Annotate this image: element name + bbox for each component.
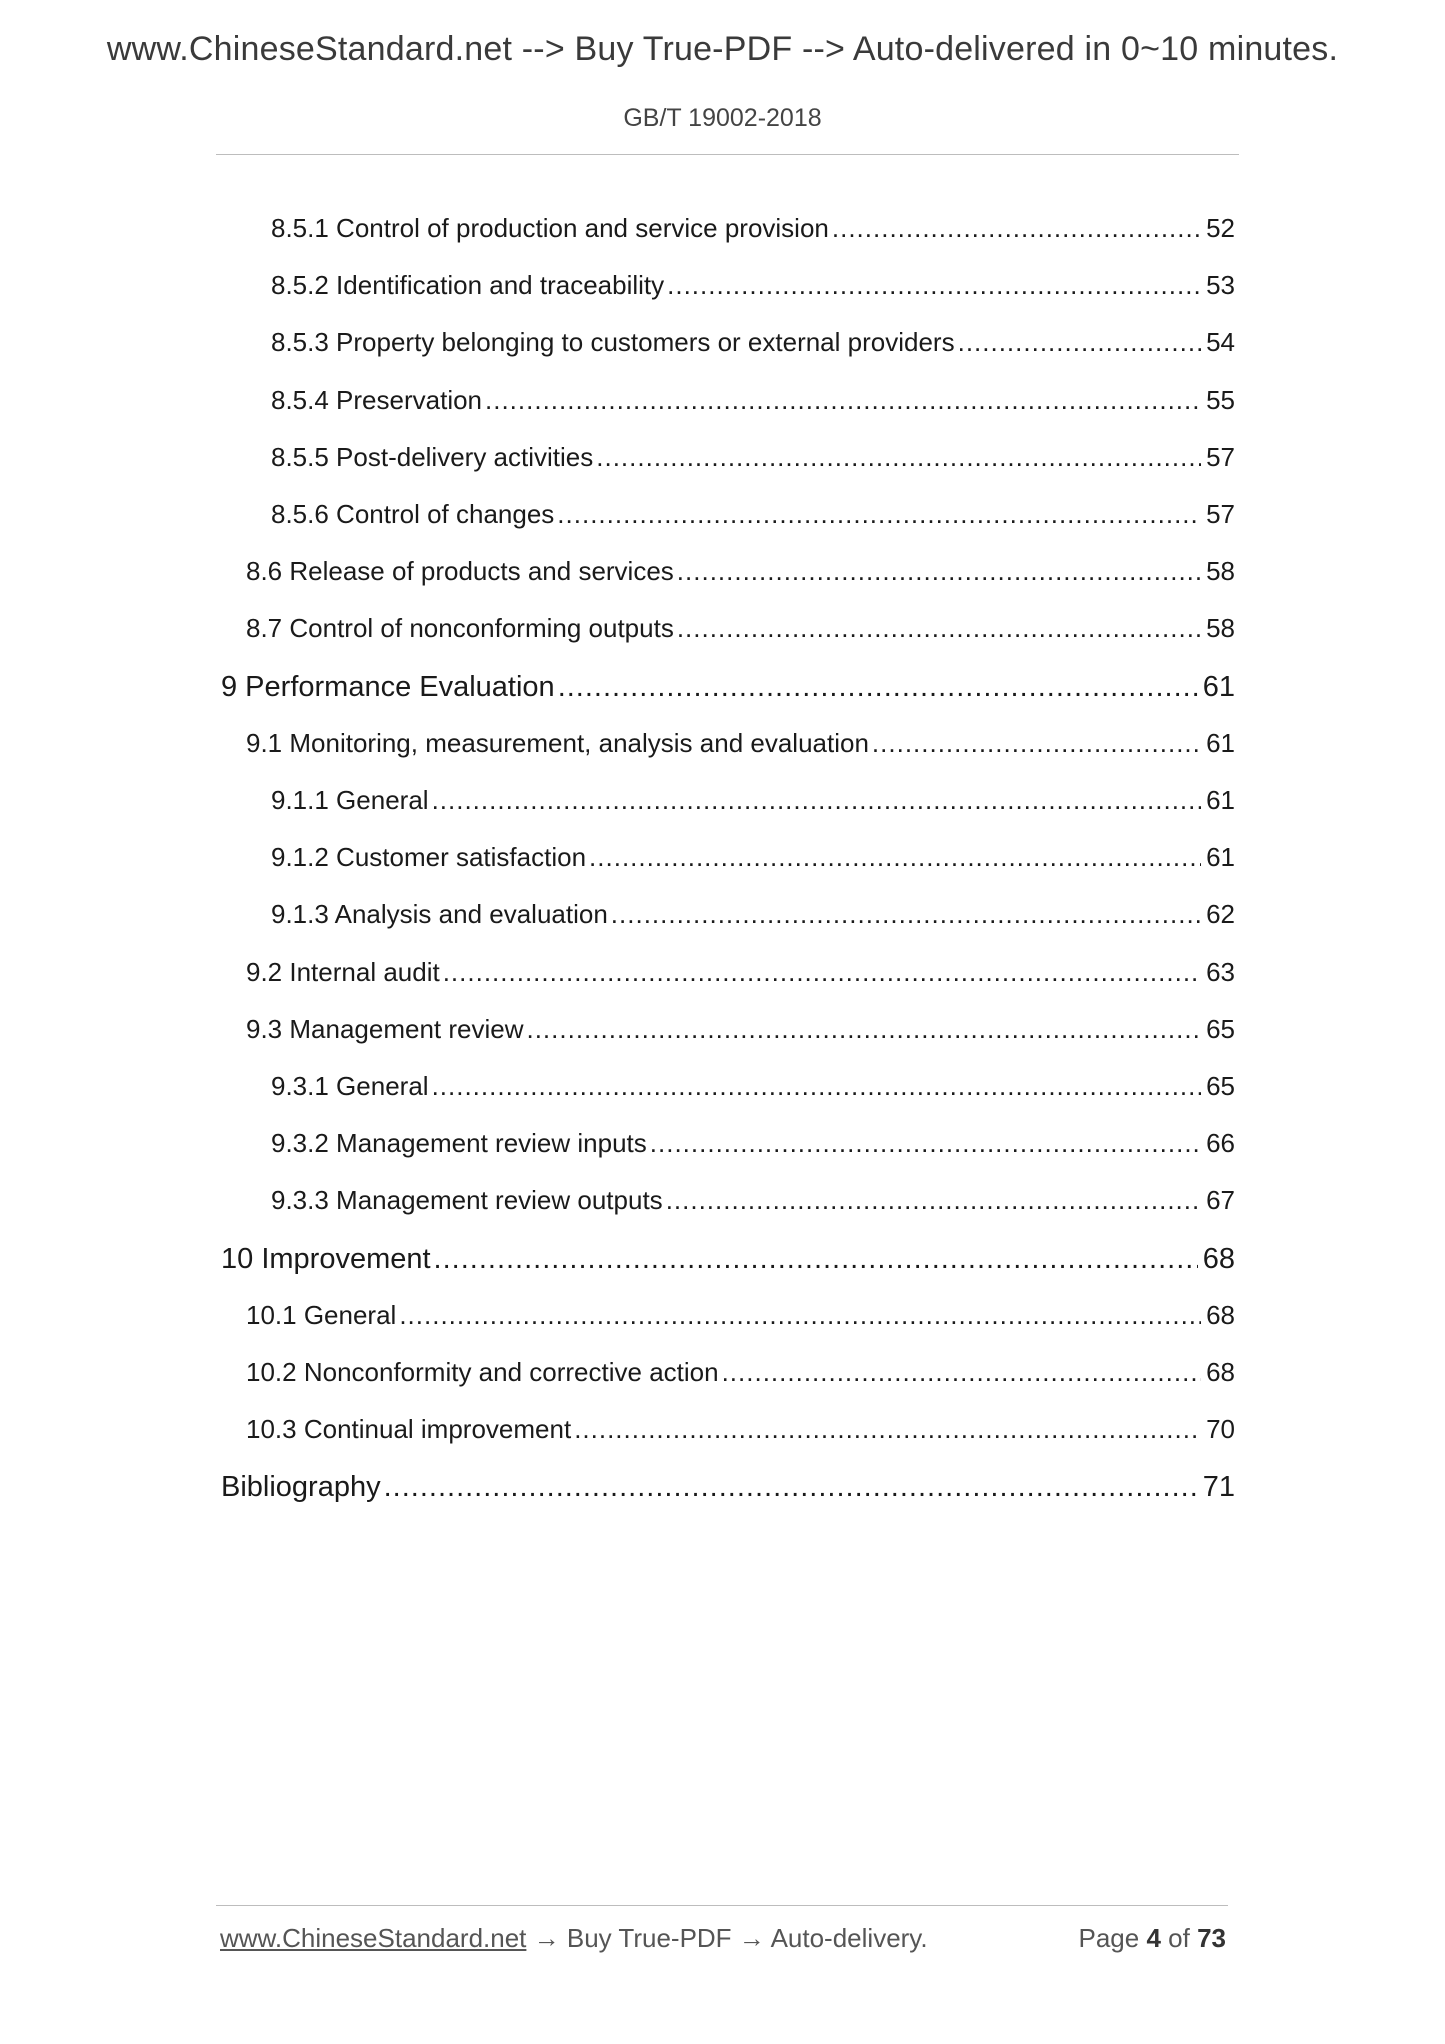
toc-entry[interactable] <box>271 499 1235 530</box>
toc-leader-dots <box>832 213 1201 244</box>
toc-entry-page: 68 <box>1206 1299 1235 1330</box>
toc-entry-page: 57 <box>1206 441 1235 472</box>
toc-entry-page: 61 <box>1202 670 1235 703</box>
footer-divider <box>216 1905 1228 1906</box>
toc-entry[interactable] <box>271 385 1235 416</box>
toc-entry-page: 58 <box>1206 556 1235 587</box>
toc-leader-dots <box>432 1071 1202 1102</box>
toc-entry[interactable] <box>221 671 1235 704</box>
toc-leader-dots <box>558 671 1198 704</box>
toc-entry-title: 9.3 Management review <box>246 1013 524 1044</box>
toc-entry-page: 70 <box>1206 1414 1235 1445</box>
toc-leader-dots <box>399 1300 1201 1331</box>
toc-entry[interactable] <box>221 1471 1235 1504</box>
toc-entry-title: 10 Improvement <box>221 1242 431 1275</box>
toc-entry[interactable] <box>271 899 1235 930</box>
toc-leader-dots <box>667 270 1201 301</box>
document-code: GB/T 19002-2018 <box>623 104 822 132</box>
toc-leader-dots <box>677 556 1201 587</box>
toc-entry[interactable] <box>271 1128 1235 1159</box>
toc-entry-title: 9.1 Monitoring, measurement, analysis and evaluation <box>246 727 869 758</box>
of-word: of <box>1168 1923 1190 1953</box>
toc-entry-page: 53 <box>1206 270 1235 301</box>
toc-entry[interactable] <box>246 1300 1235 1331</box>
toc-leader-dots <box>958 327 1201 358</box>
toc-leader-dots <box>434 1243 1198 1276</box>
toc-entry-title: 9.1.3 Analysis and evaluation <box>271 899 608 930</box>
toc-leader-dots <box>872 728 1201 759</box>
toc-entry-page: 67 <box>1206 1185 1235 1216</box>
page-indicator <box>1078 1923 1226 1954</box>
toc-entry-page: 61 <box>1206 842 1235 873</box>
toc-entry-page: 63 <box>1206 956 1235 987</box>
toc-leader-dots <box>526 1014 1201 1045</box>
page-footer <box>220 1923 1230 1954</box>
toc-leader-dots <box>677 613 1201 644</box>
toc-entry-title: 9.1.2 Customer satisfaction <box>271 842 587 873</box>
footer-tagline: → Buy True-PDF → Auto-delivery. <box>526 1923 928 1953</box>
toc-leader-dots <box>650 1128 1201 1159</box>
toc-leader-dots <box>485 385 1201 416</box>
toc-entry[interactable] <box>271 327 1235 358</box>
toc-entry[interactable] <box>271 842 1235 873</box>
toc-entry-page: 55 <box>1206 384 1235 415</box>
toc-entry-page: 54 <box>1206 327 1235 358</box>
toc-entry-page: 57 <box>1206 499 1235 529</box>
toc-entry-title: 8.5.2 Identification and traceability <box>271 270 665 301</box>
toc-entry[interactable] <box>271 270 1235 301</box>
toc-entry[interactable] <box>246 957 1235 988</box>
toc-leader-dots <box>443 957 1201 988</box>
toc-entry[interactable] <box>221 1243 1235 1276</box>
toc-entry-title: 9 Performance Evaluation <box>221 670 555 703</box>
footer-site-link[interactable]: www.ChineseStandard.net <box>220 1923 527 1953</box>
toc-entry-title: 8.5.1 Control of production and service provision <box>271 213 829 243</box>
top-banner: www.ChineseStandard.net --> Buy True-PDF --> Auto-delivered in 0~10 minutes. <box>106 30 1339 68</box>
toc-entry-title: 10.1 General <box>246 1299 397 1330</box>
toc-entry-title: 9.3.2 Management review inputs <box>271 1128 647 1159</box>
toc-entry-page: 66 <box>1206 1128 1235 1159</box>
toc-entry-page: 61 <box>1206 785 1235 815</box>
toc-leader-dots <box>722 1357 1202 1388</box>
toc-entry-title: 9.3.1 General <box>271 1071 429 1101</box>
toc-entry[interactable] <box>246 1357 1235 1388</box>
toc-entry-title: 10.2 Nonconformity and corrective action <box>246 1357 719 1387</box>
toc-entry-title: 8.6 Release of products and services <box>246 556 674 587</box>
toc-entry-title: 10.3 Continual improvement <box>246 1414 572 1445</box>
toc-entry[interactable] <box>246 556 1235 587</box>
toc-leader-dots <box>557 499 1201 530</box>
toc-entry-title: 8.5.3 Property belonging to customers or external providers <box>271 327 955 358</box>
toc-leader-dots <box>596 442 1201 473</box>
toc-entry[interactable] <box>271 442 1235 473</box>
toc-entry-title: 8.7 Control of nonconforming outputs <box>246 613 674 644</box>
toc-entry-title: 9.2 Internal audit <box>246 956 440 987</box>
toc-entry-page: 58 <box>1206 613 1235 644</box>
toc-entry-page: 52 <box>1206 213 1235 243</box>
toc-entry[interactable] <box>246 613 1235 644</box>
toc-entry-page: 68 <box>1202 1242 1235 1275</box>
page-word: Page <box>1078 1923 1140 1953</box>
header-divider <box>216 154 1239 155</box>
toc-entry[interactable] <box>271 1185 1235 1216</box>
toc-entry-title: 9.1.1 General <box>271 785 429 815</box>
toc-leader-dots <box>611 899 1201 930</box>
toc-entry[interactable] <box>246 1014 1235 1045</box>
toc-entry[interactable] <box>246 1414 1235 1445</box>
toc-entry-title: 8.5.6 Control of changes <box>271 499 555 529</box>
toc-leader-dots <box>432 785 1202 816</box>
toc-entry-title: Bibliography <box>221 1471 381 1504</box>
toc-entry[interactable] <box>246 728 1235 759</box>
toc-entry[interactable] <box>271 1071 1235 1102</box>
toc-entry-title: 8.5.4 Preservation <box>271 384 483 415</box>
toc-leader-dots <box>384 1471 1198 1504</box>
toc-leader-dots <box>666 1185 1201 1216</box>
toc-entry[interactable] <box>271 785 1235 816</box>
toc-entry-page: 62 <box>1206 899 1235 930</box>
toc-entry-page: 61 <box>1206 727 1235 758</box>
toc-entry[interactable] <box>271 213 1235 244</box>
toc-entry-title: 9.3.3 Management review outputs <box>271 1185 663 1216</box>
toc-leader-dots <box>589 842 1201 873</box>
toc-leader-dots <box>574 1414 1201 1445</box>
toc-entry-page: 65 <box>1206 1013 1235 1044</box>
toc-entry-page: 71 <box>1202 1471 1235 1504</box>
page-total: 73 <box>1197 1923 1226 1953</box>
page-current: 4 <box>1146 1923 1161 1953</box>
toc-entry-title: 8.5.5 Post-delivery activities <box>271 441 594 472</box>
toc-entry-page: 65 <box>1206 1071 1235 1101</box>
toc-entry-page: 68 <box>1206 1357 1235 1387</box>
